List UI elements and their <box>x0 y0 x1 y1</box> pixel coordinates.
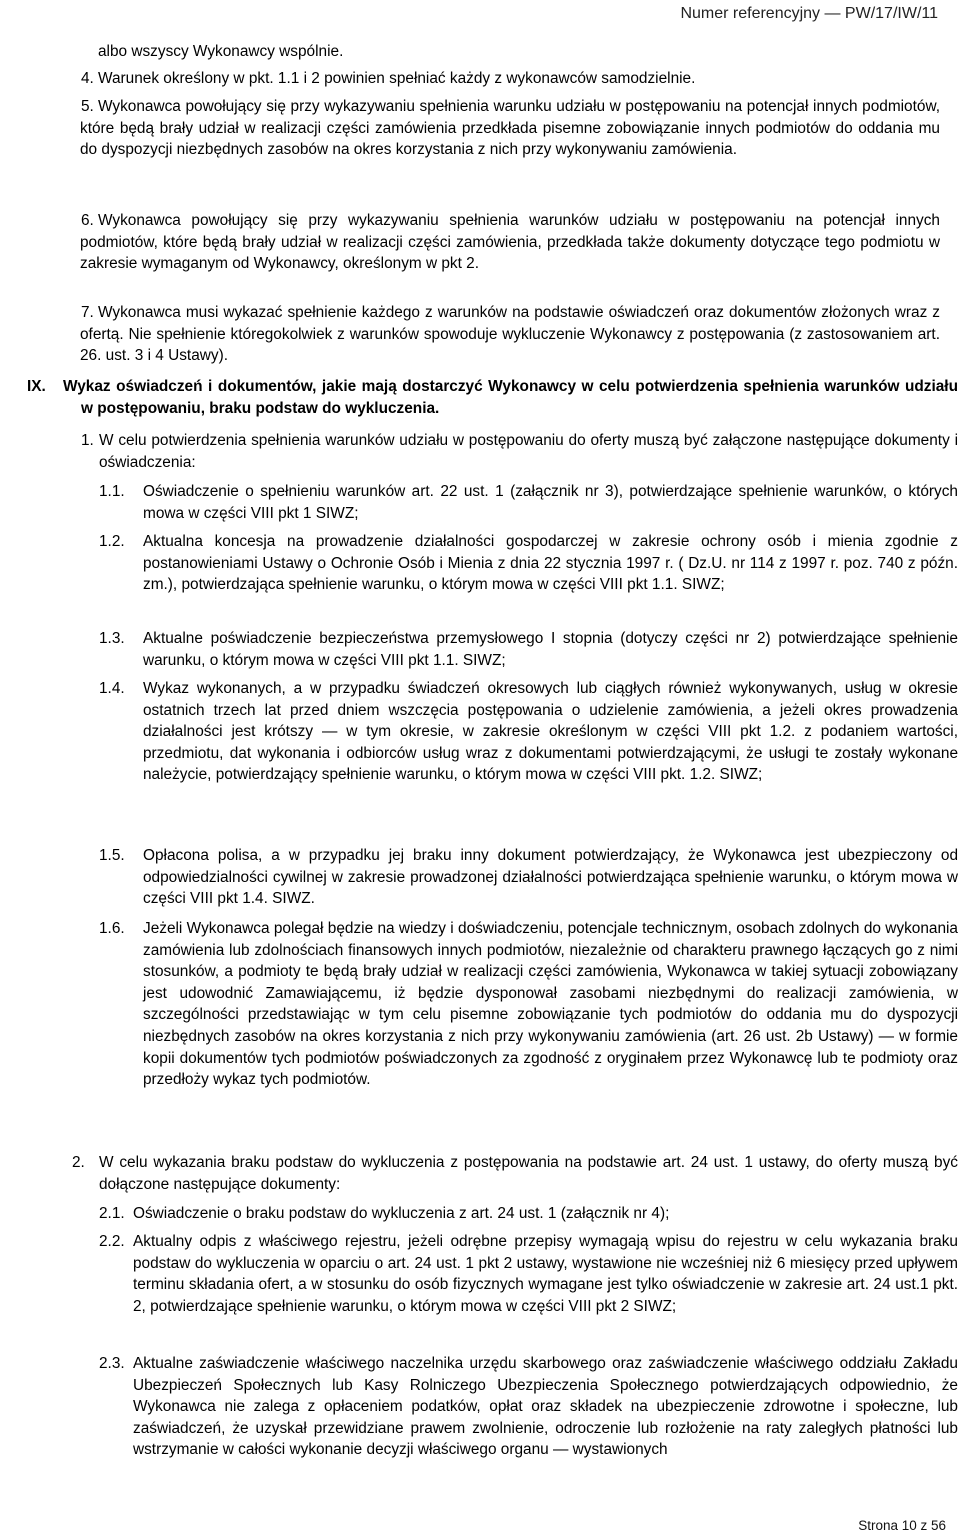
sub-1-1-number: 1.1. <box>99 483 125 500</box>
sub-1-2-text: Aktualna koncesja na prowadzenie działalności gospodarczej w zakresie ochrony osób i mienia zgodnie z postanowieniami Ustawy o Ochronie Osób i Mienia z dnia 22 stycznia 1997 r. ( Dz.U. nr 114 z 1997 r. poz. 740 z późn. zm.), potwierdzająca spełnienie warunku, o którym mowa w części VIII pkt 1.1. SIWZ; <box>143 533 958 594</box>
item-5-text: Wykonawca powołujący się przy wykazywaniu spełnienia warunku udziału w postępowaniu na potencjał innych podmiotów, które będą brały udział w realizacji części zamówienia przedkłada pisemne zobowiązanie innych podmiotów do oddania mu do dyspozycji niezbędnych zasobów na okres korzystania z nich przy wykonywaniu zamówienia. <box>80 98 940 159</box>
sub-2-3-number: 2.3. <box>99 1355 125 1372</box>
section-number: IX. <box>27 378 46 395</box>
item-4-number: 4. <box>81 70 94 87</box>
page-number: Strona 10 z 56 <box>858 1518 946 1533</box>
sub-2-number: 2. <box>72 1154 85 1171</box>
section-title: Wykaz oświadczeń i dokumentów, jakie mają dostarczyć Wykonawcy w celu potwierdzenia spełnienia warunków udziału w postępowaniu, braku podstaw do wykluczenia. <box>63 378 958 417</box>
sub-1-6-number: 1.6. <box>99 920 125 937</box>
intro-line: albo wszyscy Wykonawcy wspólnie. <box>98 43 344 60</box>
sub-1-text: W celu potwierdzenia spełnienia warunków udziału w postępowaniu do oferty muszą być załączone następujące dokumenty i oświadczenia: <box>99 432 958 471</box>
item-7-number: 7. <box>81 304 94 321</box>
item-6-text: Wykonawca powołujący się przy wykazywaniu spełnienia warunków udziału w postępowaniu na potencjał innych podmiotów, które będą brały udział w realizacji części zamówienia, przedkłada także dokumenty dotyczące tego podmiotu w zakresie wymaganym od Wykonawcy, określonym w pkt 2. <box>80 212 940 273</box>
sub-2-2-text: Aktualny odpis z właściwego rejestru, jeżeli odrębne przepisy wymagają wpisu do rejestru w celu wykazania braku podstaw do wykluczenia w oparciu o art. 24 ust. 1 pkt 2 ustawy, wystawione nie wcześniej niż 6 miesięcy przed upływem terminu składania ofert, a w stosunku do osób fizycznych wymagane jest tylko oświadczenie w zakresie art. 24 ust.1 pkt. 2, potwierdzające spełnienie warunku, o którym mowa w części VIII pkt 2 SIWZ; <box>133 1233 958 1315</box>
sub-2-3-text: Aktualne zaświadczenie właściwego naczelnika urzędu skarbowego oraz zaświadczenie właściwego oddziału Zakładu Ubezpieczeń Społecznych lub Kasy Rolniczego Ubezpieczenia Społecznego potwierdzających odpowiednio, że Wykonawca nie zalega z opłaceniem podatków, opłat oraz składek na ubezpieczenie zdrowotne i społeczne, lub zaświadczeń, że uzyskał przewidziane prawem zwolnienie, odroczenie lub rozłożenie na raty zaległych płatności lub wstrzymanie w całości wykonanie decyzji właściwego organu — wystawionych <box>133 1355 958 1459</box>
item-4-text: Warunek określony w pkt. 1.1 i 2 powinien spełniać każdy z wykonawców samodzielnie. <box>98 70 696 87</box>
item-5-number: 5. <box>81 98 94 115</box>
sub-1-5-text: Opłacona polisa, a w przypadku jej braku inny dokument potwierdzający, że Wykonawca jest ubezpieczony od odpowiedzialności cywilnej w zakresie prowadzonej działalności potwierdzająca spełnienie warunku, o którym mowa w części VIII pkt 1.4. SIWZ. <box>143 847 958 908</box>
sub-2-1-text: Oświadczenie o braku podstaw do wykluczenia z art. 24 ust. 1 (załącznik nr 4); <box>133 1205 670 1222</box>
sub-1-4-number: 1.4. <box>99 680 125 697</box>
sub-1-3-number: 1.3. <box>99 630 125 647</box>
sub-1-2-number: 1.2. <box>99 533 125 550</box>
sub-1-6-text: Jeżeli Wykonawca polegał będzie na wiedzy i doświadczeniu, potencjale technicznym, osobach zdolnych do wykonania zamówienia lub zdolnościach finansowych innych podmiotów, niezależnie od charakteru prawnego łączących go z nimi stosunków, a podmioty te będą brały udział w realizacji części zamówienia, Wykonawca w takiej sytuacji zobowiązany jest udowodnić Zamawiającemu, iż będzie dysponował zasobami niezbędnymi do realizacji zamówienia, w szczególności przedstawiając w tym celu pisemne zobowiązanie tych podmiotów do oddania mu do dyspozycji niezbędnych zasobów na okres korzystania z nich przy wykonywaniu zamówienia (art. 26 ust. 2b Ustawy) — w formie kopii dokumentów tych podmiotów poświadczonych za zgodność z oryginałem przez Wykonawcę lub te podmioty oraz przedłoży wykaz tych podmiotów. <box>143 920 958 1089</box>
document-reference-number: Numer referencyjny — PW/17/IW/11 <box>680 5 938 22</box>
sub-1-number: 1. <box>81 432 94 449</box>
sub-2-2-number: 2.2. <box>99 1233 125 1250</box>
sub-1-5-number: 1.5. <box>99 847 125 864</box>
sub-1-4-text: Wykaz wykonanych, a w przypadku świadczeń okresowych lub ciągłych również wykonywanych, usług w okresie ostatnich trzech lat przed dniem wszczęcia postępowania o udzielenie zamówienia, a jeżeli okres prowadzenia działalności jest krótszy — w tym okresie, w zakresie określonym w części VIII pkt 1.2. z podaniem wartości, przedmiotu, dat wykonania i odbiorców usług wraz z dokumentami potwierdzającymi, że usługi te zostały wykonane należycie, potwierdzający spełnienie warunku, o którym mowa w części VIII pkt. 1.2. SIWZ; <box>143 680 958 784</box>
item-7-text: Wykonawca musi wykazać spełnienie każdego z warunków na podstawie oświadczeń oraz dokumentów złożonych wraz z ofertą. Nie spełnienie któregokolwiek z warunków spowoduje wykluczenie Wykonawcy z postępowania (z zastosowaniem art. 26. ust. 3 i 4 Ustawy). <box>80 304 940 365</box>
sub-2-text: W celu wykazania braku podstaw do wykluczenia z postępowania na podstawie art. 24 ust. 1 ustawy, do oferty muszą być dołączone następujące dokumenty: <box>99 1154 958 1193</box>
sub-1-1-text: Oświadczenie o spełnieniu warunków art. 22 ust. 1 (załącznik nr 3), potwierdzające spełnienie warunków, o których mowa w części VIII pkt 1 SIWZ; <box>143 483 958 522</box>
sub-1-3-text: Aktualne poświadczenie bezpieczeństwa przemysłowego I stopnia (dotyczy części nr 2) potwierdzające spełnienie warunku, o którym mowa w części VIII pkt 1.1. SIWZ; <box>143 630 958 669</box>
item-6-number: 6. <box>81 212 94 229</box>
sub-2-1-number: 2.1. <box>99 1205 125 1222</box>
